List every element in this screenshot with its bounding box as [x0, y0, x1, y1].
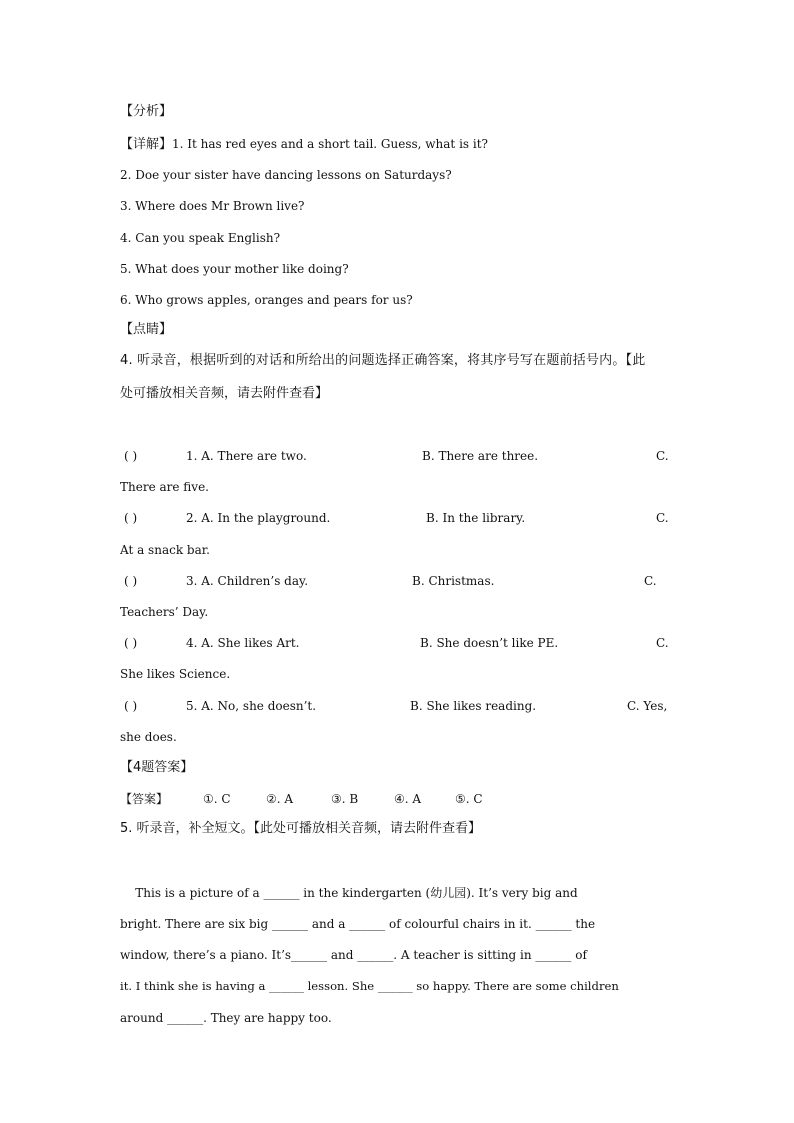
q4-instruction-line2: 处可播放相关音频，请去附件查看】: [120, 386, 329, 401]
answer-2: ②. A: [266, 792, 294, 806]
q5-passage-line-1: This is a picture of a ______ in the kindergarten (幼儿园). It’s very big and: [120, 886, 578, 900]
q4-item-5-bracket: ( ): [124, 699, 138, 713]
answer-1: ①. C: [203, 792, 231, 806]
q5-passage-line-3: window, there’s a piano. It’s______ and ______. A teacher is sitting in ______ of: [120, 948, 587, 962]
q5-passage-line-4: it. I think she is having a ______ lesson. She ______ so happy. There are some children: [120, 979, 619, 993]
q4-item-4-option-c-label: C.: [656, 636, 669, 650]
q4-item-1-option-c-label: C.: [656, 449, 669, 463]
q4-item-1-bracket: ( ): [124, 449, 138, 463]
q4-item-3-option-c-label: C.: [644, 574, 657, 588]
q5-passage-line-2: bright. There are six big ______ and a ______ of colourful chairs in it. ______ the: [120, 917, 596, 931]
q4-item-4-option-c-text: She likes Science.: [120, 667, 231, 681]
answer-3: ③. B: [331, 792, 359, 806]
q5-instruction: 5. 听录音，补全短文。【此处可播放相关音频，请去附件查看】: [120, 821, 482, 836]
detail-line-6: 6. Who grows apples, oranges and pears for us?: [120, 293, 413, 307]
q4-item-1-option-c-text: There are five.: [120, 480, 209, 494]
detail-line-2: 2. Doe your sister have dancing lessons on Saturdays?: [120, 168, 452, 182]
q4-item-5-option-c-label: C. Yes,: [627, 699, 668, 713]
detail-line-3: 3. Where does Mr Brown live?: [120, 199, 305, 213]
analysis-heading: 【分析】: [120, 104, 173, 119]
q4-item-4-option-b: B. She doesn’t like PE.: [420, 636, 559, 650]
q4-item-3-option-c-text: Teachers’ Day.: [120, 605, 209, 619]
q5-passage-line-5: around ______. They are happy too.: [120, 1011, 332, 1025]
detail-label: 【详解】: [120, 137, 173, 152]
q4-item-4-bracket: ( ): [124, 636, 138, 650]
q4-answer-heading: 【4题答案】: [120, 760, 194, 775]
q4-item-2-option-c-text: At a snack bar.: [120, 543, 210, 557]
q4-item-3-bracket: ( ): [124, 574, 138, 588]
q4-instruction-line1: 4. 听录音，根据听到的对话和所给出的问题选择正确答案，将其序号写在题前括号内。【此: [120, 353, 646, 368]
answer-4: ④. A: [394, 792, 422, 806]
q4-item-3-option-b: B. Christmas.: [412, 574, 495, 588]
q4-item-3-option-a: 3. A. Children’s day.: [186, 574, 309, 588]
q4-item-1-option-a: 1. A. There are two.: [186, 449, 307, 463]
q4-item-5-option-c-text: she does.: [120, 730, 177, 744]
answer-5: ⑤. C: [455, 792, 483, 806]
q4-item-5-option-b: B. She likes reading.: [410, 699, 537, 713]
q4-item-2-option-a: 2. A. In the playground.: [186, 511, 331, 525]
q4-item-2-option-b: B. In the library.: [426, 511, 526, 525]
q4-item-5-option-a: 5. A. No, she doesn’t.: [186, 699, 317, 713]
detail-line-5: 5. What does your mother like doing?: [120, 262, 349, 276]
q4-item-1-option-b: B. There are three.: [422, 449, 539, 463]
detail-line-1: 【详解】1. It has red eyes and a short tail. Guess, what is it?: [120, 137, 488, 152]
q4-item-2-bracket: ( ): [124, 511, 138, 525]
answer-label: 【答案】: [120, 792, 169, 806]
q4-item-4-option-a: 4. A. She likes Art.: [186, 636, 300, 650]
q4-item-2-option-c-label: C.: [656, 511, 669, 525]
detail-line-4: 4. Can you speak English?: [120, 231, 281, 245]
comment-heading: 【点睛】: [120, 322, 173, 337]
